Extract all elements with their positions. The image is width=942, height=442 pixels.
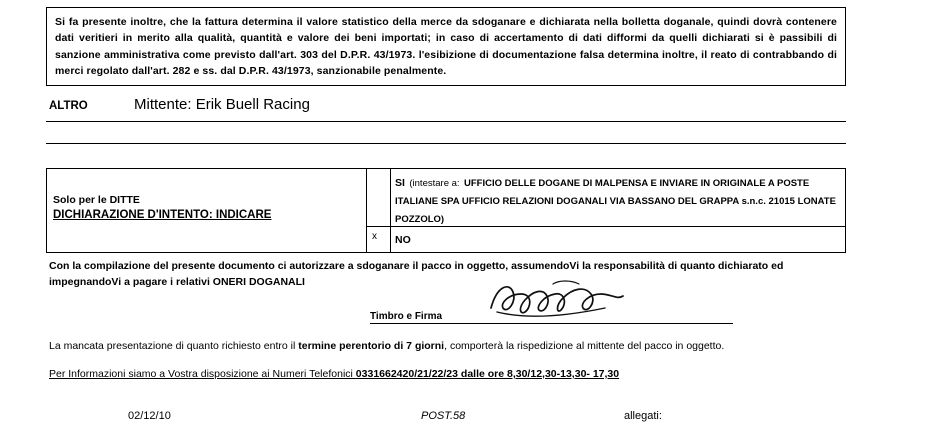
missing-docs-note-part2: , comporterà la rispedizione al mittente del pacco in oggetto. [444, 340, 725, 352]
page-right-margin [846, 0, 942, 442]
altro-label: ALTRO [49, 100, 88, 112]
missing-docs-note-part1: La mancata presentazione di quanto richiesto entro il [49, 340, 299, 352]
si-label: SI [395, 177, 405, 189]
signature-icon [487, 278, 627, 324]
missing-docs-note-bold: termine perentorio di 7 giorni [298, 340, 445, 352]
altro-row [46, 96, 846, 122]
si-intestare-label: (intestare a: [409, 178, 460, 189]
horizontal-rule-lower [46, 143, 846, 144]
document-footer [46, 410, 846, 430]
footer-date: 02/12/10 [128, 410, 171, 422]
si-checkbox[interactable] [367, 169, 391, 227]
info-phone-note-part1: Per Informazioni siamo a Vostra disposizione ai Numeri Telefonici [49, 368, 356, 380]
ditte-heading-small: Solo per le DITTE [53, 194, 140, 206]
info-phone-note-bold: 0331662420/21/22/23 dalle ore 8,30/12,30-13,30- 17,30 [355, 368, 620, 380]
dichiarazione-intento-table [46, 168, 846, 253]
no-cell [391, 227, 845, 252]
no-checkbox[interactable] [367, 227, 391, 252]
no-checkbox-mark: x [372, 231, 377, 242]
si-detail-text: UFFICIO DELLE DOGANE DI MALPENSA E INVIARE IN ORIGINALE A POSTE ITALIANE SPA UFFICIO RELAZIONI DOGANALI VIA BASSANO DEL GRAPPA s.n.c. 21015 LONATE POZZOLO) [395, 178, 836, 225]
ditte-left-cell [47, 169, 367, 252]
authorization-paragraph: Con la compilazione del presente documento ci autorizzare a sdoganare il pacco in oggetto, assumendoVi la responsabilità di quanto dichiarato ed impegnandoVi a pagare i relativi ONERI DOGANALI [49, 260, 784, 288]
legal-notice-box [46, 7, 846, 86]
signature-label: Timbro e Firma [370, 311, 443, 322]
horizontal-rule-upper [46, 121, 846, 122]
legal-notice-text: Si fa presente inoltre, che la fattura determina il valore statistico della merce da sdoganare e dichiarata nella bolletta doganale, quindi dovrà contenere dati veritieri in merito alla qualità, quantità e valore dei beni importati; in caso di accertamento di dati difformi da quelli dichiarati si è passibili di sanzione amministrativa come previsto dall'art. 303 del D.P.R. 43/1973. l'esibizione di documentazione falsa determina inoltre, il reato di contrabbando di merci regolato dall'art. 282 e ss. dal D.P.R. 43/1973, sanzionabile penalmente. [55, 16, 837, 77]
no-label: NO [395, 234, 411, 246]
footer-form-code: POST.58 [421, 410, 466, 422]
missing-docs-note [49, 339, 839, 355]
ditte-heading-bold: DICHIARAZIONE D'INTENTO: INDICARE [53, 209, 272, 221]
si-cell [391, 169, 845, 227]
footer-attachments-label: allegati: [624, 410, 662, 422]
altro-value: Mittente: Erik Buell Racing [134, 96, 310, 113]
info-phone-note [49, 368, 839, 380]
